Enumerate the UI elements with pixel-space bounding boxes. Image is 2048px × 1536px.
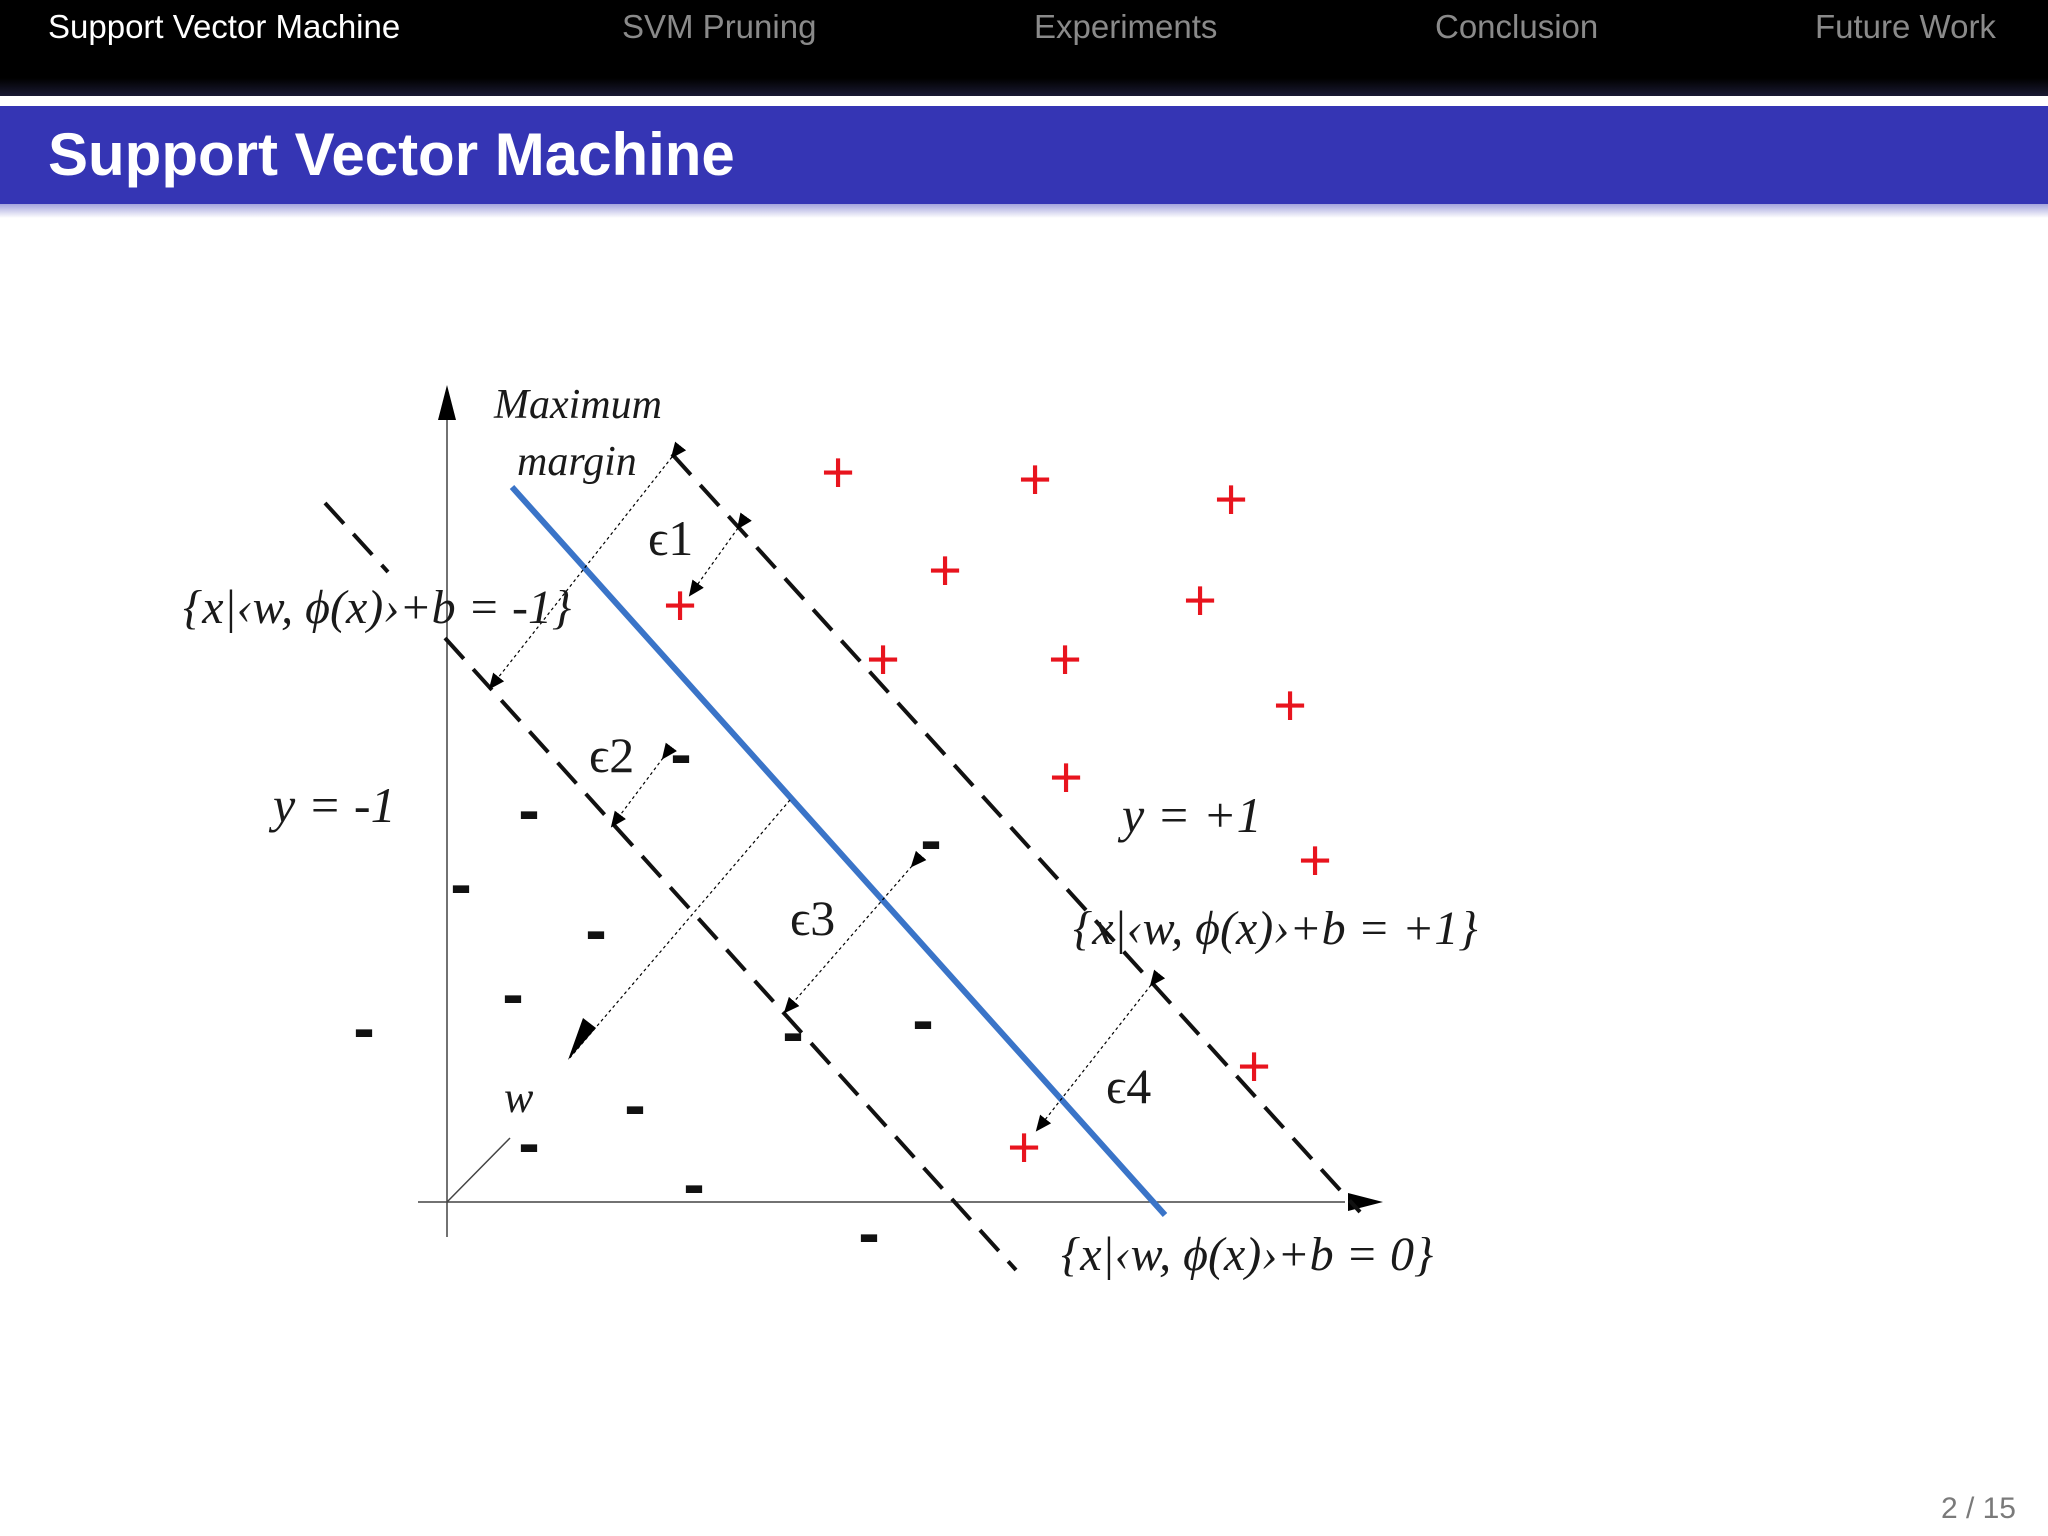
separating-hyperplane	[512, 487, 1165, 1215]
negative-point: -	[585, 894, 607, 966]
page-number: 2 / 15	[1940, 1492, 2016, 1525]
hyperplane-negative-upper	[325, 503, 388, 572]
negative-point: -	[912, 984, 934, 1056]
frame-title: Support Vector Machine	[48, 121, 735, 188]
positive-point: +	[1298, 828, 1332, 893]
positive-point: +	[1237, 1034, 1271, 1099]
w-vector-line	[447, 1138, 510, 1202]
positive-point: +	[1049, 745, 1083, 810]
positive-point: +	[1048, 627, 1082, 692]
positive-point: +	[663, 573, 697, 638]
slack-label-2: ϵ2	[589, 727, 635, 783]
maximum-margin-label-line1: Maximum	[494, 382, 662, 428]
negative-point: -	[502, 958, 524, 1030]
y-axis-arrowhead	[438, 385, 456, 420]
w-direction-arrowhead	[568, 1018, 596, 1060]
hyperplane-positive-label: {x|‹w, ϕ(x)›+b = +1}	[1073, 902, 1478, 955]
slack-arrow-1	[690, 528, 738, 595]
negative-point: -	[518, 1107, 540, 1179]
positive-point: +	[1183, 568, 1217, 633]
positive-point: +	[928, 538, 962, 603]
negative-points	[353, 718, 941, 1269]
hyperplane-negative-label: {x|‹w, ϕ(x)›+b = -1}	[183, 581, 572, 634]
class-negative-label: y = -1	[273, 777, 396, 833]
nav-item-future-work[interactable]: Future Work	[1815, 8, 1996, 45]
negative-point: -	[670, 718, 692, 790]
negative-point: -	[683, 1148, 705, 1220]
nav-item-svm-pruning[interactable]: SVM Pruning	[622, 8, 817, 45]
nav-item-experiments[interactable]: Experiments	[1034, 8, 1218, 45]
negative-point: -	[353, 992, 375, 1064]
positive-point: +	[1007, 1115, 1041, 1180]
negative-point: -	[624, 1069, 646, 1141]
negative-point: -	[450, 848, 472, 920]
slack-label-4: ϵ4	[1106, 1058, 1152, 1114]
w-vector-label: w	[504, 1073, 534, 1122]
slack-label-1: ϵ1	[648, 510, 694, 566]
negative-point: -	[782, 996, 804, 1068]
negative-point: -	[518, 774, 540, 846]
nav-item-conclusion[interactable]: Conclusion	[1435, 8, 1599, 45]
positive-point: +	[1214, 467, 1248, 532]
positive-point: +	[1273, 673, 1307, 738]
negative-point: -	[858, 1197, 880, 1269]
negative-point: -	[920, 804, 942, 876]
hyperplane-zero-label: {x|‹w, ϕ(x)›+b = 0}	[1061, 1228, 1434, 1281]
positive-point: +	[866, 627, 900, 692]
positive-point: +	[821, 440, 855, 505]
positive-point: +	[1018, 447, 1052, 512]
slack-label-3: ϵ3	[790, 890, 836, 946]
nav-item-support-vector-machine[interactable]: Support Vector Machine	[48, 8, 401, 45]
maximum-margin-label-line2: margin	[517, 439, 637, 485]
class-positive-label: y = +1	[1122, 787, 1262, 843]
